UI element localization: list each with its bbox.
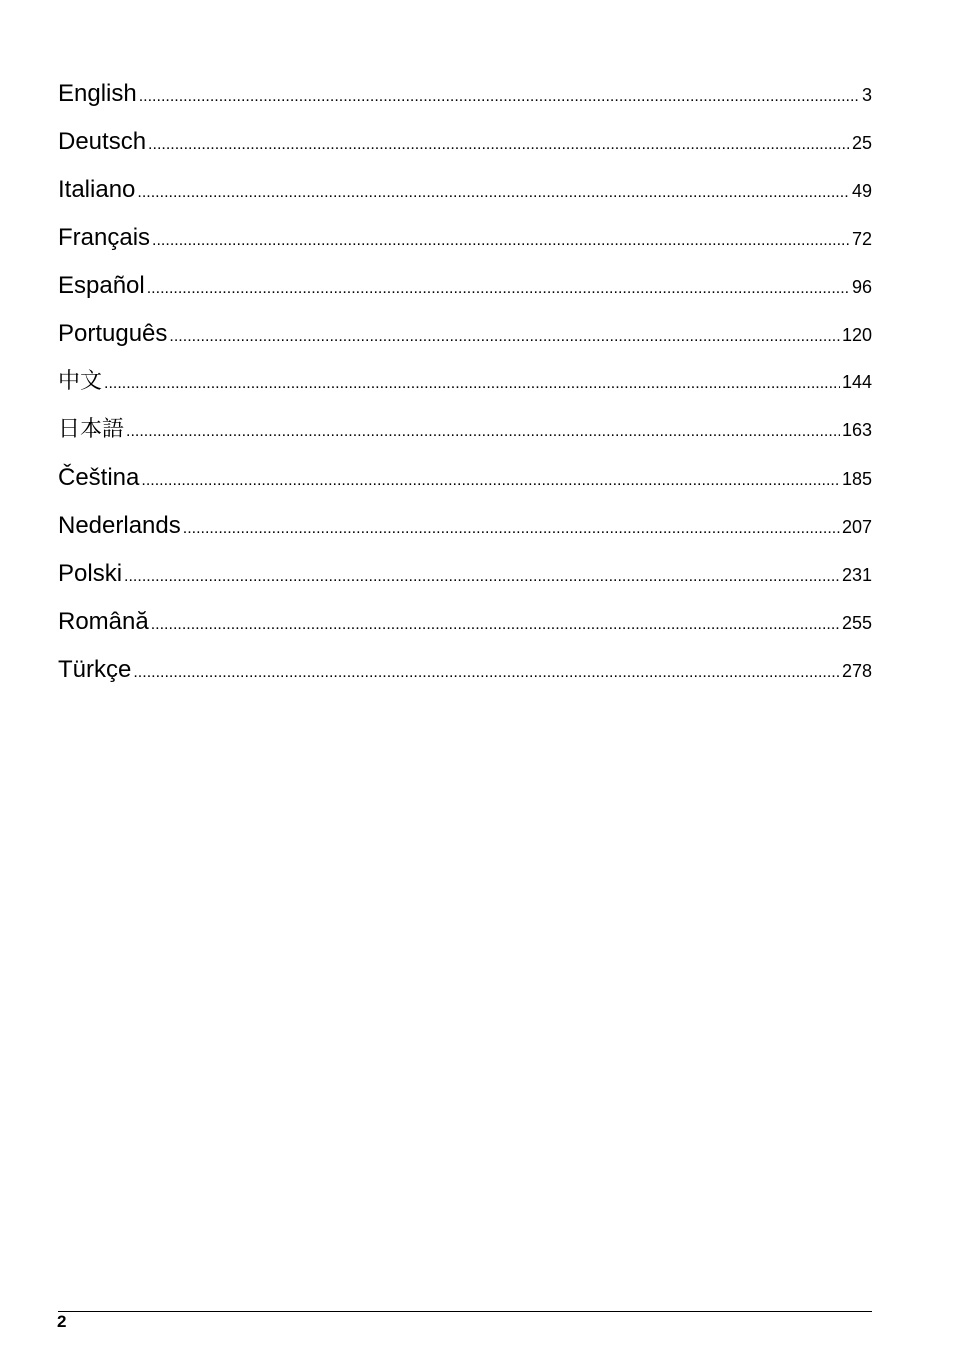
toc-dot-leader bbox=[152, 232, 850, 250]
toc-entry-label: Italiano bbox=[58, 176, 136, 203]
toc-entry-label: Română bbox=[58, 608, 149, 635]
toc-dot-leader bbox=[124, 568, 840, 586]
toc-entry-page: 144 bbox=[841, 372, 872, 392]
toc-entry-label: Español bbox=[58, 272, 145, 299]
toc-entry-page: 3 bbox=[861, 85, 872, 105]
toc-entry-page: 25 bbox=[851, 133, 872, 153]
toc-dot-leader bbox=[151, 616, 840, 634]
toc-entry-label: Deutsch bbox=[58, 128, 147, 155]
toc-dot-leader bbox=[137, 184, 850, 202]
toc-entry-chinese[interactable] bbox=[58, 366, 872, 414]
toc-entry-page: 49 bbox=[851, 181, 872, 201]
toc-entry-nederlands[interactable] bbox=[58, 510, 872, 558]
toc-entry-espanol[interactable] bbox=[58, 270, 872, 318]
toc-dot-leader bbox=[141, 472, 840, 490]
toc-entry-turkce[interactable] bbox=[58, 654, 872, 702]
toc-dot-leader bbox=[139, 88, 860, 106]
toc-entry-label: 日本語 bbox=[58, 417, 125, 442]
toc-entry-page: 96 bbox=[851, 277, 872, 297]
toc-entry-page: 72 bbox=[851, 229, 872, 249]
toc-dot-leader bbox=[169, 328, 840, 346]
toc-entry-japanese[interactable] bbox=[58, 414, 872, 462]
toc-entry-english[interactable] bbox=[58, 78, 872, 126]
footer-divider bbox=[58, 1311, 872, 1312]
toc-entry-label: Polski bbox=[58, 560, 123, 587]
toc-dot-leader bbox=[148, 136, 850, 154]
toc-entry-label: Português bbox=[58, 320, 168, 347]
page-number: 2 bbox=[57, 1312, 67, 1331]
table-of-contents bbox=[58, 78, 872, 702]
toc-dot-leader bbox=[183, 520, 840, 538]
toc-entry-label: Nederlands bbox=[58, 512, 181, 539]
toc-entry-label: Türkçe bbox=[58, 656, 132, 683]
toc-entry-page: 255 bbox=[841, 613, 872, 633]
toc-entry-label: English bbox=[58, 80, 137, 107]
toc-dot-leader bbox=[126, 423, 840, 441]
toc-entry-page: 163 bbox=[841, 420, 872, 440]
toc-entry-label: 中文 bbox=[58, 369, 103, 394]
toc-dot-leader bbox=[104, 375, 840, 393]
toc-entry-deutsch[interactable] bbox=[58, 126, 872, 174]
toc-entry-label: Čeština bbox=[58, 464, 140, 491]
toc-entry-label: Français bbox=[58, 224, 151, 251]
toc-entry-polski[interactable] bbox=[58, 558, 872, 606]
toc-dot-leader bbox=[147, 280, 850, 298]
toc-entry-romana[interactable] bbox=[58, 606, 872, 654]
toc-entry-cestina[interactable] bbox=[58, 462, 872, 510]
toc-dot-leader bbox=[133, 664, 840, 682]
toc-entry-francais[interactable] bbox=[58, 222, 872, 270]
toc-entry-page: 185 bbox=[841, 469, 872, 489]
toc-entry-portugues[interactable] bbox=[58, 318, 872, 366]
toc-entry-italiano[interactable] bbox=[58, 174, 872, 222]
toc-entry-page: 278 bbox=[841, 661, 872, 681]
toc-entry-page: 231 bbox=[841, 565, 872, 585]
toc-entry-page: 207 bbox=[841, 517, 872, 537]
toc-entry-page: 120 bbox=[841, 325, 872, 345]
